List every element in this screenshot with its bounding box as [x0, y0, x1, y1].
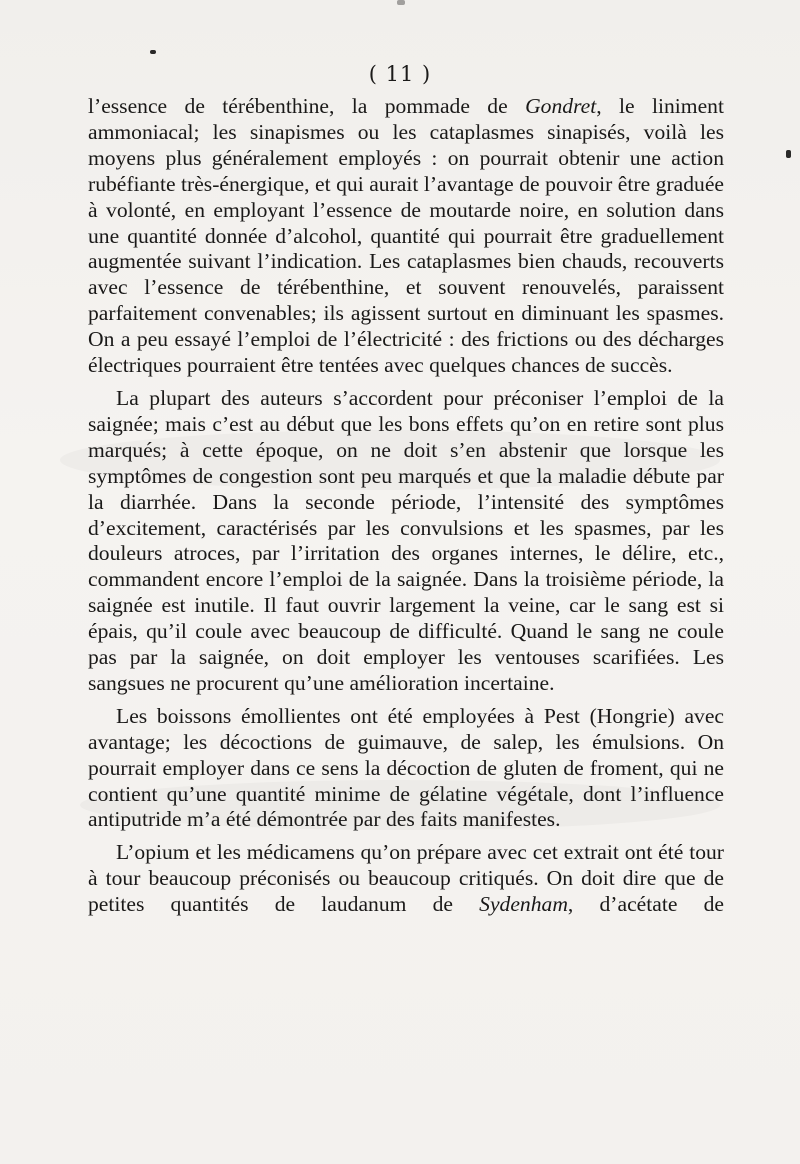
ink-speck [150, 50, 156, 54]
italic-name-gondret: Gondret [525, 94, 597, 118]
page-number: ( 11 ) [368, 62, 432, 86]
paragraph-text: , le liniment ammoniacal; les sinapismes ou les cataplasmes sinapisés, voilà les moyens plus généralement employés : on pourrait obtenir une action rubéfiante très-énergique, et qui aurait l’avantage de pouvoir être graduée à volonté, en employant l’essence de moutarde noire, en solution dans une quantité donnée d’alcohol, quantité qui pourrait être graduellement augmentée suivant l’indication. Les cataplasmes bien chauds, recouverts avec l’essence de térébenthine, et souvent renouvelés, paraissent parfaitement convenables; ils agissent surtout en diminuant les spasmes. On a peu essayé l’emploi de l’électricité : des frictions ou des décharges électriques pourraient être tentées avec quelques chances de succès. [88, 94, 724, 378]
ink-speck [397, 0, 405, 5]
paragraph-3: Les boissons émollientes ont été employées à Pest (Hongrie) avec avantage; les décoctions de guimauve, de salep, les émulsions. On pourrait employer dans ce sens la décoction de gluten de froment, qui ne contient qu’une quantité minime de gélatine végétale, dont l’influence antiputride m’a été démontrée par des faits manifestes. [88, 703, 724, 832]
paragraph-text: L’opium et les médicamens qu’on prépare avec cet extrait ont été tour à tour beaucoup préconisés ou beaucoup critiqués. On doit dire que de petites quantités de laudanum de [88, 840, 724, 917]
paragraph-4 [88, 840, 724, 918]
body-text [88, 94, 724, 925]
ink-speck [786, 150, 791, 158]
italic-name-sydenham: Sydenham [479, 892, 568, 917]
paragraph-2: La plupart des auteurs s’accordent pour préconiser l’emploi de la saignée; mais c’est au début que les bons effets qu’on en retire sont plus marqués; à cette époque, on ne doit s’en abstenir que lorsque les symptômes de congestion sont peu marqués et que la maladie débute par la diarrhée. Dans la seconde période, l’intensité des symptômes d’excitement, caractérisés par les convulsions et les spasmes, par les douleurs atroces, par l’irritation des organes internes, le délire, etc., commandent encore l’emploi de la saignée. Dans la troisième période, la saignée est inutile. Il faut ouvrir largement la veine, car le sang est si épais, qu’il coule avec beaucoup de difficulté. Quand le sang ne coule pas par la saignée, on doit employer les ventouses scarifiées. Les sangsues ne procurent qu’une amélioration incertaine. [88, 385, 724, 695]
paragraph-1 [88, 94, 724, 379]
paragraph-text: , d’acétate de [567, 892, 724, 917]
paragraph-text: l’essence de térébenthine, la pommade de [88, 94, 526, 118]
